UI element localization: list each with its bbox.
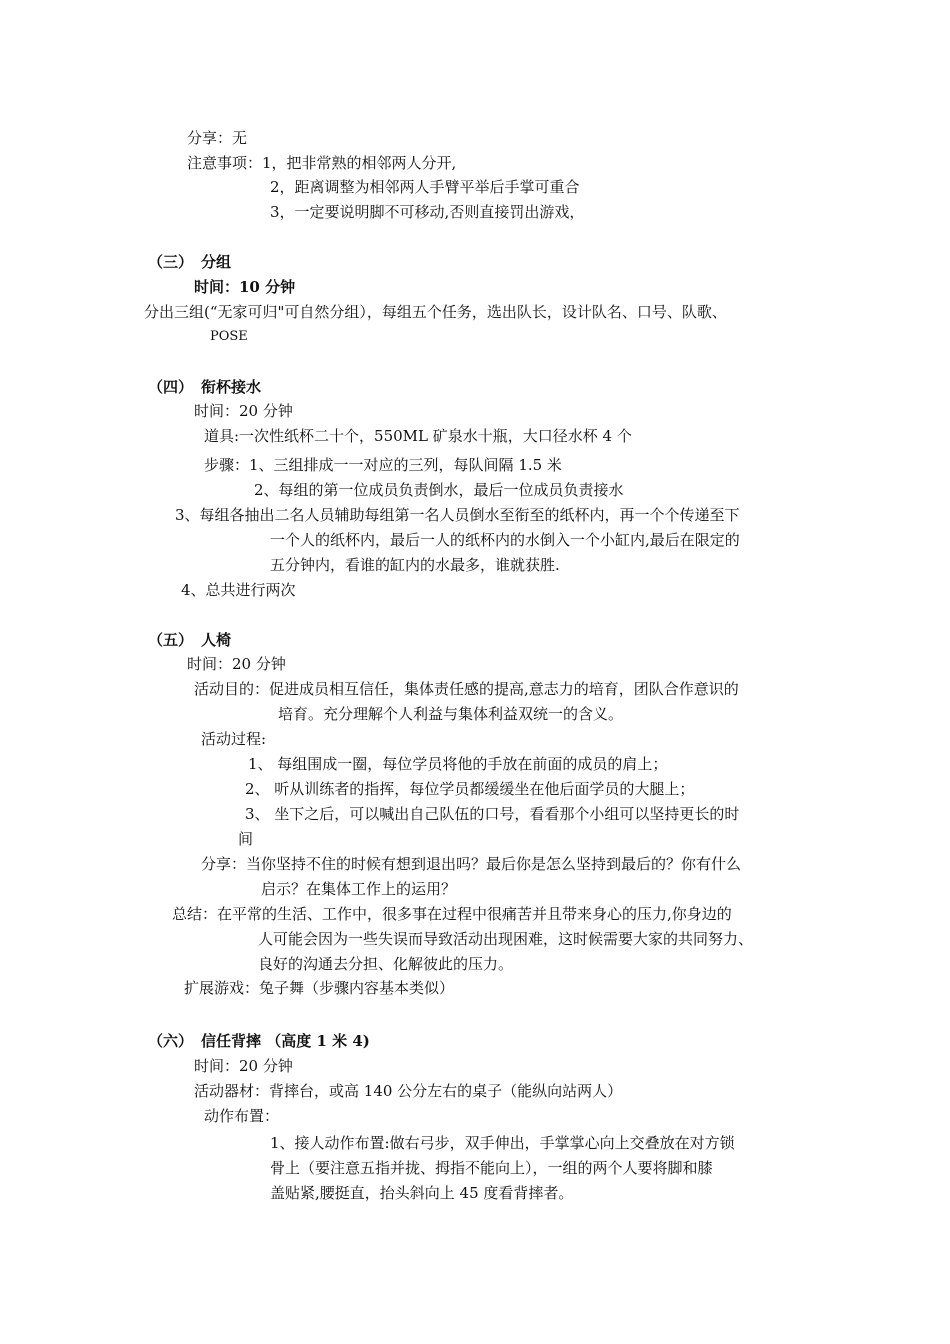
body-line: 盖贴紧,腰挺直，抬头斜向上 45 度看背摔者。 <box>270 1184 574 1202</box>
body-line: 良好的沟通去分担、化解彼此的压力。 <box>258 955 514 973</box>
body-line: 活动器材：背摔台，或高 140 公分左右的桌子（能纵向站两人） <box>194 1082 623 1100</box>
notes-line: 2，距离调整为相邻两人手臂平举后手掌可重合 <box>270 178 580 196</box>
section-time: 时间：20 分钟 <box>194 402 293 420</box>
section-title: 衔杯接水 <box>201 378 262 396</box>
step-line: 1、 每组围成一圈，每位学员将他的手放在前面的成员的肩上； <box>248 755 668 773</box>
step-line: 步骤：1、三组排成一一对应的三列，每队间隔 1.5 米 <box>204 456 562 474</box>
section-number: （三） <box>148 253 194 271</box>
body-line: 骨上（要注意五指并拢、拇指不能向上），一组的两个人要将脚和膝 <box>270 1159 713 1177</box>
section-title: 分组 <box>201 253 232 271</box>
share-line: 分享：无 <box>187 129 248 147</box>
body-line: 活动目的：促进成员相互信任，集体责任感的提高,意志力的培育，团队合作意识的 <box>194 680 739 698</box>
body-line: 分享：当你坚持不住的时候有想到退出吗？最后你是怎么坚持到最后的？你有什么 <box>201 855 742 873</box>
section-time: 时间：20 分钟 <box>187 655 286 673</box>
section-time: 时间：20 分钟 <box>194 1057 293 1075</box>
body-line: 活动过程: <box>201 730 267 748</box>
step-line: 2、 听从训练者的指挥，每位学员都缓缓坐在他后面学员的大腿上； <box>245 780 695 798</box>
section-title: 人椅 <box>201 631 232 649</box>
body-line: 扩展游戏：兔子舞（步骤内容基本类似） <box>184 979 455 997</box>
step-line: 五分钟内，看谁的缸内的水最多，谁就获胜. <box>270 556 560 574</box>
body-line: 总结：在平常的生活、工作中，很多事在过程中很痛苦并且带来身心的压力,你身边的 <box>172 905 732 923</box>
section-number: （四） <box>148 378 194 396</box>
notes-line: 3，一定要说明脚不可移动,否则直接罚出游戏， <box>270 203 585 221</box>
body-line: POSE <box>210 329 248 344</box>
body-line: 道具:一次性纸杯二十个，550ML 矿泉水十瓶，大口径水杯 4 个 <box>204 427 632 445</box>
step-line: 4、总共进行两次 <box>181 581 296 599</box>
section-number: （六） <box>148 1032 194 1050</box>
section-number: （五） <box>148 631 194 649</box>
body-line: 人可能会因为一些失误而导致活动出现困难，这时候需要大家的共同努力、 <box>258 930 754 948</box>
step-line: 2、每组的第一位成员负责倒水，最后一位成员负责接水 <box>254 481 624 499</box>
step-line: 3、每组各抽出二名人员辅助每组第一名人员倒水至衔至的纸杯内，再一个个传递至下 <box>175 506 740 524</box>
step-line: 3、 坐下之后，可以喊出自己队伍的口号，看看那个小组可以坚持更长的时 <box>245 805 740 823</box>
section-title: 信任背摔 （高度 1 米 4) <box>201 1032 370 1050</box>
body-line: 1、接人动作布置:做右弓步，双手伸出，手掌掌心向上交叠放在对方锁 <box>270 1134 735 1152</box>
body-line: 动作布置： <box>204 1107 280 1125</box>
notes-line: 注意事项：1，把非常熟的相邻两人分开, <box>187 154 457 172</box>
body-line: 启示？在集体工作上的运用？ <box>261 880 457 898</box>
body-line: 分出三组(“无家可归"可自然分组），每组五个任务，选出队长，设计队名、口号、队歌、 <box>144 303 727 321</box>
step-line: 间 <box>238 830 254 848</box>
step-line: 一个人的纸杯内，最后一人的纸杯内的水倒入一个小缸内,最后在限定的 <box>270 531 740 549</box>
section-time: 时间：10 分钟 <box>194 278 296 296</box>
body-line: 培育。充分理解个人利益与集体利益双统一的含义。 <box>278 705 624 723</box>
